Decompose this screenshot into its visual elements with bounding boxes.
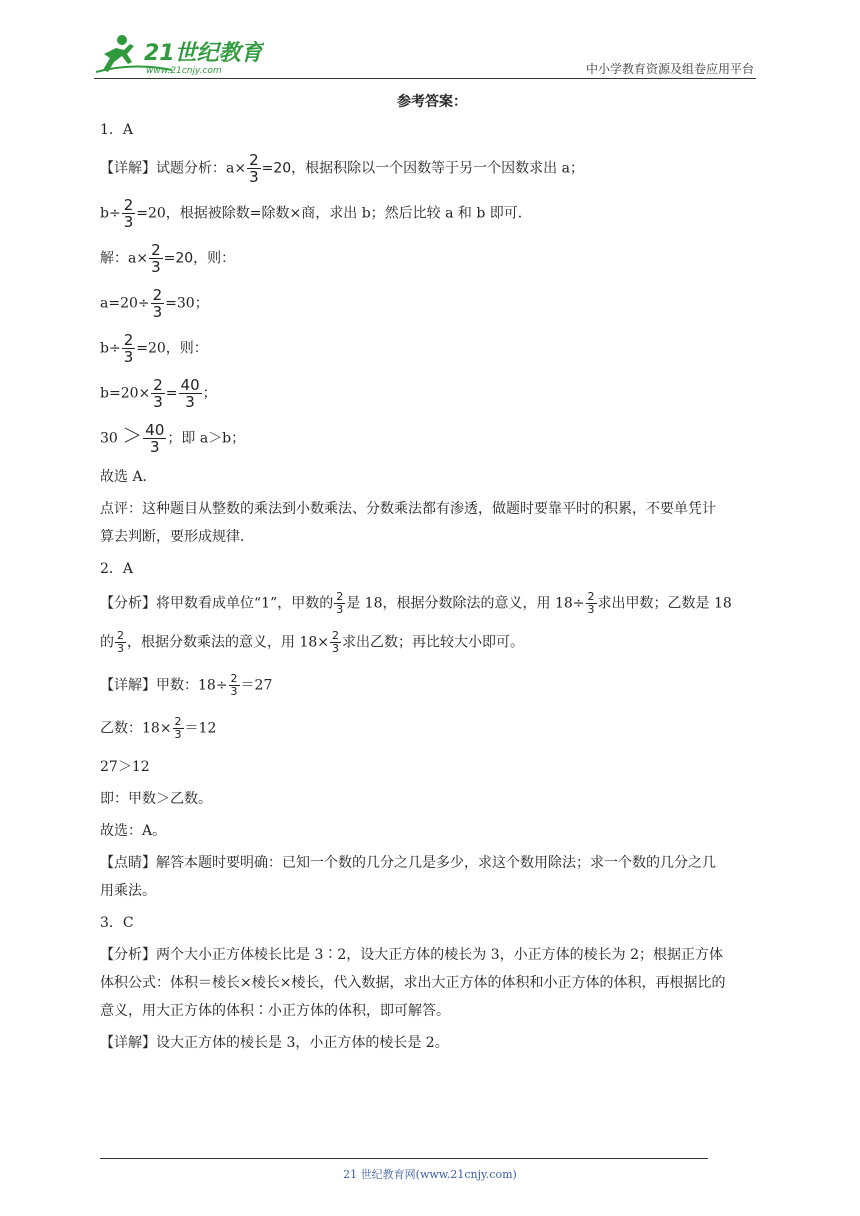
- q3-analysis-c: 意义，用大正方体的体积∶小正方体的体积，即可解答。: [100, 1003, 450, 1019]
- page-header: [94, 30, 756, 78]
- q1-line2: b÷ $\frac{2}{3}$ =20，根据被除数=除数×商，求出 b；然后比较 a 和 b 即可．: [100, 196, 532, 231]
- runner-logo-icon: [94, 32, 264, 76]
- fraction: $\frac{2}{3}$: [117, 629, 124, 655]
- fraction: $\frac{40}{3}$: [145, 421, 165, 456]
- answer-content: [100, 92, 764, 1065]
- q3-number: 3．C: [100, 915, 134, 931]
- site-logo: [94, 32, 264, 76]
- q3-analysis-a: 【分析】两个大小正方体棱长比是 3∶2，设大正方体的棱长为 3，小正方体的棱长为 2；根据正方体: [100, 947, 723, 963]
- fraction: $\frac{2}{3}$: [174, 715, 182, 741]
- fraction: $\frac{2}{3}$: [336, 590, 344, 616]
- footer-divider: [100, 1158, 708, 1159]
- fraction: $\frac{2}{3}$: [152, 286, 163, 321]
- fraction: $\frac{2}{3}$: [153, 376, 163, 411]
- q1-line7: 30 ＞ $\frac{40}{3}$ ；即 a＞b；: [100, 421, 246, 456]
- platform-name: 中小学教育资源及组卷应用平台: [585, 62, 754, 76]
- q1-line4: a=20÷ $\frac{2}{3}$ =30；: [100, 286, 209, 321]
- q2-choice: 故选：A。: [100, 823, 167, 839]
- q2-detail-b: 乙数：18× $\frac{2}{3}$ ＝12: [100, 715, 217, 741]
- q2-number: 2．A: [100, 561, 134, 577]
- q2-compare: 27＞12: [100, 759, 150, 775]
- q1-detail: 【详解】试题分析：a× $\frac{2}{3}$ =20，根据积除以一个因数等于另一个因数求出 a；: [100, 151, 584, 186]
- q2-detail-a: 【详解】甲数：18÷ $\frac{2}{3}$ ＝27: [100, 672, 273, 698]
- logo-url: www.21cnjy.com: [146, 66, 222, 76]
- page-title: 参考答案：: [397, 94, 467, 110]
- fraction: $\frac{2}{3}$: [587, 590, 595, 616]
- q1-choice: 故选 A．: [100, 469, 157, 485]
- q3-detail: 【详解】设大正方体的棱长是 3，小正方体的棱长是 2。: [100, 1035, 449, 1051]
- q2-note: 【点睛】解答本题时要明确：已知一个数的几分之几是多少，求这个数用除法；求一个数的几分之几: [100, 855, 716, 871]
- fraction: $\frac{2}{3}$: [151, 241, 161, 276]
- q2-analysis: 【分析】将甲数看成单位“1”，甲数的 $\frac{2}{3}$ 是 18，根据分数除法的意义，用 18÷ $\frac{2}{3}$ 求出甲数；乙数是 18: [100, 590, 732, 616]
- fraction: $\frac{2}{3}$: [230, 672, 238, 698]
- q1-line5: b÷ $\frac{2}{3}$ =20，则：: [100, 331, 208, 366]
- q2-conclusion: 即：甲数＞乙数。: [100, 791, 212, 807]
- q1-comment-cont: 算去判断，要形成规律．: [100, 529, 254, 545]
- logo-title: 21世纪教育: [144, 41, 263, 66]
- fraction: $\frac{2}{3}$: [332, 629, 339, 655]
- header-divider: [94, 78, 756, 79]
- fraction: $\frac{40}{3}$: [180, 376, 200, 411]
- q3-analysis-b: 体积公式：体积＝棱长×棱长×棱长，代入数据，求出大正方体的体积和小正方体的体积，再根据比的: [100, 975, 726, 991]
- q1-comment: 点评：这种题目从整数的乘法到小数乘法、分数乘法都有渗透，做题时要靠平时的积累，不要单凭计: [100, 501, 716, 517]
- fraction: $\frac{2}{3}$: [123, 196, 134, 231]
- fraction: $\frac{2}{3}$: [249, 151, 259, 186]
- fraction: $\frac{2}{3}$: [123, 331, 134, 366]
- page-footer: 21 世纪教育网(www.21cnjy.com): [343, 1168, 517, 1181]
- q1-line6: b=20× $\frac{2}{3}$ = $\frac{40}{3}$ ；: [100, 376, 217, 411]
- q2-analysis-cont: 的 $\frac{2}{3}$ ，根据分数乘法的意义，用 18× $\frac{2}{3}$ 求出乙数；再比较大小即可。: [100, 629, 524, 655]
- q1-line3: 解：a× $\frac{2}{3}$ =20，则：: [100, 241, 236, 276]
- q2-note-cont: 用乘法。: [100, 883, 156, 899]
- q1-number: 1．A: [100, 122, 134, 138]
